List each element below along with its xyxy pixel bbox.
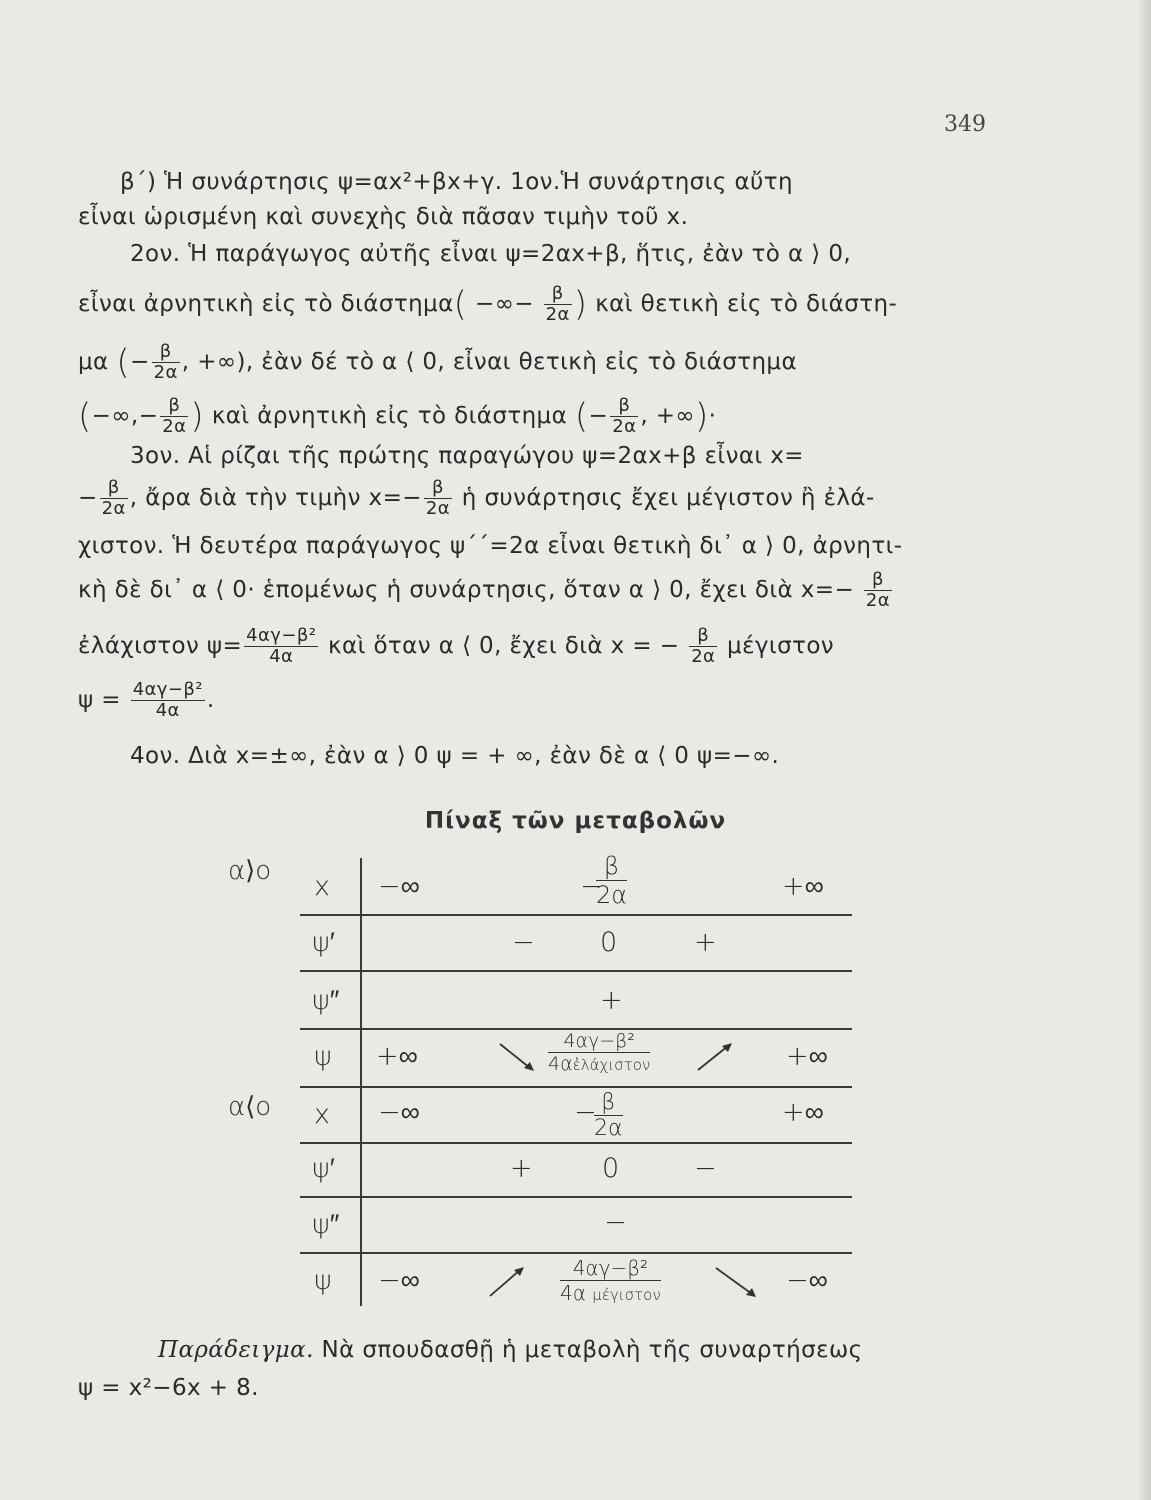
text-span: · xyxy=(708,403,717,429)
text-span: καὶ ἀρνητικὴ εἰς τὸ διάστημα xyxy=(211,403,568,429)
fraction-num: β xyxy=(601,1090,616,1115)
cell-neg-inf: −∞ xyxy=(378,1265,420,1296)
cell-sign-left: − xyxy=(512,927,535,958)
text-line-2: εἶναι ὡρισμένη καὶ συνεχὴς διὰ πᾶσαν τιμὴν τοῦ x. xyxy=(78,204,689,230)
example-line-1 xyxy=(158,1336,1068,1364)
example-label: Παράδειγμα. xyxy=(158,1337,314,1363)
text-line-9: χιστον. Ἡ δευτέρα παράγωγος ψ΄΄=2α εἶναι θετικὴ δι᾽ α ⟩ 0, ἀρνητι- xyxy=(78,533,903,559)
fraction-num: β xyxy=(603,852,620,880)
cell-pos-inf: +∞ xyxy=(786,1041,828,1072)
cell-minus: − xyxy=(580,871,603,902)
fraction-den: 2α xyxy=(691,646,716,667)
fraction-den: 2α xyxy=(594,1116,623,1141)
cell-critical-x xyxy=(596,852,627,909)
row-divider xyxy=(300,1252,852,1254)
row-label-x: x xyxy=(314,1099,330,1130)
text-span: − xyxy=(78,485,98,511)
text-span: −∞− xyxy=(475,291,534,317)
cell-neg-inf: −∞ xyxy=(786,1265,828,1296)
row-label-psi-second: ψ″ xyxy=(312,985,340,1016)
text-span: κὴ δὲ δι᾽ α ⟨ 0· ἑπομένως ἡ συνάρτησις, ὅταν α ⟩ 0, ἔχει διὰ x=− xyxy=(78,577,855,603)
text-span: καὶ ὅταν α ⟨ 0, ἔχει διὰ x = − xyxy=(328,633,680,659)
fraction-num: β xyxy=(871,569,884,590)
cell-sign-left: + xyxy=(510,1153,533,1184)
paren-open: ( xyxy=(453,284,468,325)
fraction-den: 4α xyxy=(560,1281,586,1305)
example-text: Νὰ σπουδασθῇ ἡ μεταβολὴ τῆς συναρτήσεως xyxy=(321,1337,863,1363)
cell-minimum-value xyxy=(548,1030,650,1076)
fraction-den-word xyxy=(560,1280,661,1307)
fraction-num: β xyxy=(618,395,631,416)
paren-close: ) xyxy=(695,396,709,437)
fraction-num: 4αγ−β² xyxy=(563,1030,635,1052)
text-span: ἡ συνάρτησις ἔχει μέγιστον ἢ ἐλά- xyxy=(461,485,875,511)
paren-open: ( xyxy=(116,342,130,383)
example-formula: ψ = x²−6x + 8. xyxy=(78,1375,259,1401)
text-span: , +∞ xyxy=(640,403,695,429)
text-span: − xyxy=(588,403,609,429)
fraction-num: β xyxy=(168,395,181,416)
fraction-den: 2α xyxy=(612,416,637,437)
text-line-1: β΄) Ἡ συνάρτησις ψ=αx²+βx+γ. 1ον.Ἡ συνάρτησις αὔτη xyxy=(120,169,793,195)
cell-neg-inf: −∞ xyxy=(378,871,420,902)
fraction-den: 2α xyxy=(425,498,451,519)
cell-neg-inf: −∞ xyxy=(378,1097,420,1128)
paren-open: ( xyxy=(574,396,589,437)
row-divider xyxy=(300,1086,852,1088)
fraction-num: β xyxy=(107,477,120,498)
fraction-den: 4α xyxy=(548,1053,573,1075)
row-label-x: x xyxy=(314,871,330,902)
text-line-13: 4ον. Διὰ x=±∞, ἐὰν α ⟩ 0 ψ = + ∞, ἐὰν δὲ α ⟨ 0 ψ=−∞. xyxy=(130,743,780,769)
cell-zero: 0 xyxy=(602,1153,620,1184)
text-span: −∞,− xyxy=(91,403,159,429)
row-label-psi-prime: ψ′ xyxy=(312,927,335,958)
cell-pos-inf: +∞ xyxy=(782,871,824,902)
cell-minus: − xyxy=(574,1097,597,1128)
case-label-negative: α⟨o xyxy=(228,1092,272,1122)
fraction-den: 2α xyxy=(596,881,628,909)
fraction-num: 4αγ−β² xyxy=(132,679,203,700)
fraction-den: 2α xyxy=(101,498,126,519)
fraction-den: 2α xyxy=(865,590,890,611)
row-label-psi: ψ xyxy=(314,1265,332,1296)
page-number: 349 xyxy=(944,112,986,137)
row-divider xyxy=(300,914,852,916)
fraction-num: β xyxy=(432,477,444,498)
fraction-num: 4αγ−β² xyxy=(246,625,317,646)
paren-close: ) xyxy=(573,284,588,325)
table-vertical-divider xyxy=(360,858,362,1306)
paren-close: ) xyxy=(190,396,205,437)
arrow-down-icon xyxy=(712,1264,760,1300)
minimum-word: ἐλάχιστον xyxy=(572,1056,651,1074)
paren-open: ( xyxy=(78,396,92,437)
text-line-7: 3ον. Αἱ ρίζαι τῆς πρώτης παραγώγου ψ=2αx+β εἶναι x= xyxy=(130,443,804,469)
row-divider xyxy=(300,1142,852,1144)
text-span: ψ = xyxy=(78,687,121,713)
cell-zero: 0 xyxy=(600,927,618,958)
arrow-down-icon xyxy=(496,1040,538,1074)
cell-pos-inf: +∞ xyxy=(376,1041,418,1072)
row-label-psi-prime: ψ′ xyxy=(312,1153,335,1184)
fraction-den: 2α xyxy=(545,304,570,325)
text-span: , ἄρα διὰ τὴν τιμὴν x=− xyxy=(129,485,422,511)
cell-maximum-value xyxy=(560,1256,661,1307)
arrow-up-icon xyxy=(694,1040,736,1074)
arrow-up-icon xyxy=(486,1264,528,1300)
fraction-num: β xyxy=(551,283,564,304)
cell-sign-right: − xyxy=(694,1153,717,1184)
cell-sign: − xyxy=(604,1207,627,1238)
row-label-psi: ψ xyxy=(314,1041,332,1072)
cell-pos-inf: +∞ xyxy=(782,1097,824,1128)
fraction-num: 4αγ−β² xyxy=(572,1256,648,1280)
text-span: μέγιστον xyxy=(727,633,835,659)
row-divider xyxy=(300,970,852,972)
text-span: . xyxy=(206,687,215,713)
fraction-den-word xyxy=(548,1052,650,1076)
maximum-word: μέγιστον xyxy=(592,1286,661,1304)
fraction-num: β xyxy=(697,625,710,646)
row-divider xyxy=(300,1196,852,1198)
cell-critical-x xyxy=(594,1090,623,1141)
case-label-positive: α⟩o xyxy=(228,856,272,886)
text-line-3: 2ον. Ἡ παράγωγος αὐτῆς εἶναι ψ=2αx+β, ἥτις, ἐὰν τὸ α ⟩ 0, xyxy=(130,241,852,267)
table-title: Πίναξ τῶν μεταβολῶν xyxy=(424,808,727,834)
text-span: − xyxy=(130,349,150,375)
text-span: εἶναι ἀρνητικὴ εἰς τὸ διάστημα xyxy=(78,291,454,317)
cell-sign: + xyxy=(600,985,623,1016)
text-span: μα xyxy=(78,349,109,375)
fraction-num: β xyxy=(159,341,172,362)
text-span: ἐλάχιστον ψ= xyxy=(78,633,243,659)
text-span: , +∞), ἐὰν δέ τὸ α ⟨ 0, εἶναι θετικὴ εἰς τὸ διάστημα xyxy=(181,349,798,375)
fraction-den: 2α xyxy=(162,416,187,437)
text-span: καὶ θετικὴ εἰς τὸ διάστη- xyxy=(595,291,898,317)
fraction-den: 4α xyxy=(131,700,205,721)
row-label-psi-second: ψ″ xyxy=(312,1209,340,1240)
cell-sign-right: + xyxy=(694,927,717,958)
fraction-den: 4α xyxy=(244,646,318,667)
fraction-den: 2α xyxy=(153,362,178,383)
